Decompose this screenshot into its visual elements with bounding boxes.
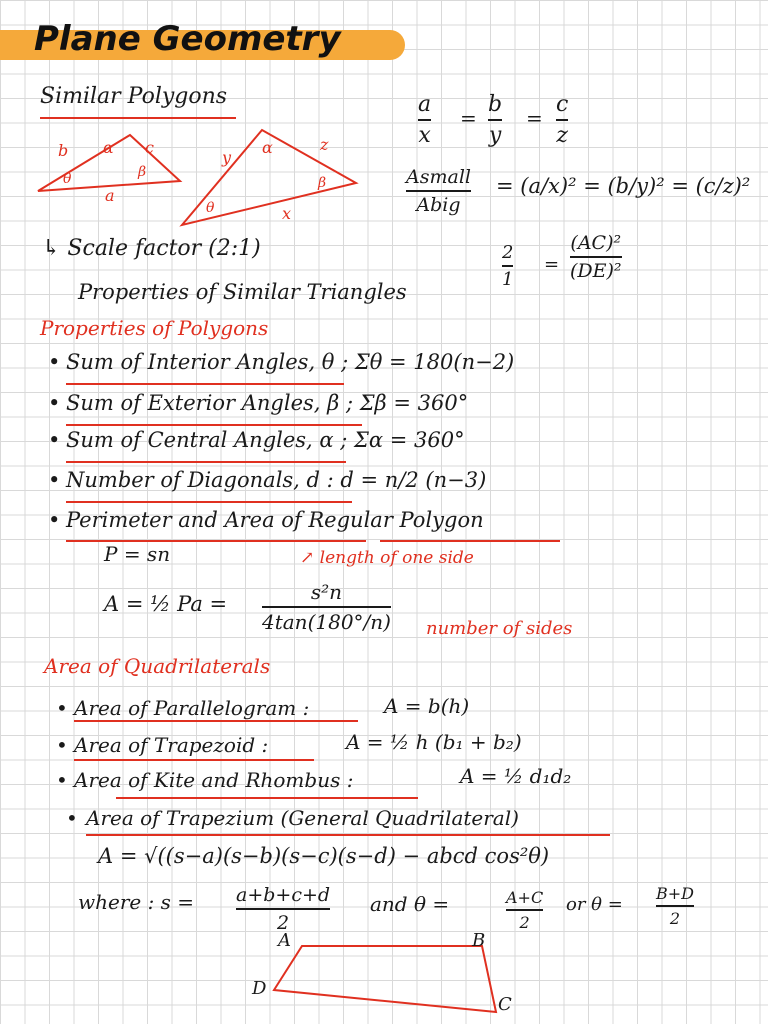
underline [116, 797, 418, 799]
ratio-y: y [488, 123, 502, 148]
properties-polygons-heading: Properties of Polygons [40, 316, 269, 340]
underline [380, 540, 560, 542]
ratio-equals-1: = [460, 106, 477, 130]
note-number-sides: number of sides [426, 618, 573, 639]
ratio-z: z [556, 123, 568, 148]
area-regular-den: 4tan(180°/n) [262, 610, 391, 634]
quad-trapezium: Area of Trapezium (General Quadrilateral) [86, 806, 519, 830]
sides-squared-num: (AC)² [570, 232, 622, 254]
bullet-dot: • [48, 508, 61, 532]
underline [74, 720, 358, 722]
area-regular-num: s²n [310, 580, 343, 604]
small-angle-alpha: α [103, 138, 114, 157]
sides-squared-fraction [570, 232, 622, 282]
prop-interior-angles: Sum of Interior Angles, θ ; Σθ = 180(n−2) [66, 350, 515, 374]
sides-squared-den: (DE)² [570, 260, 622, 282]
big-angle-theta: θ [206, 200, 215, 216]
theta2-fraction [656, 884, 694, 928]
similar-polygons-underline [40, 117, 236, 119]
fraction-bar [236, 908, 330, 910]
ratio-x: x [418, 123, 431, 148]
quad-trapezoid-formula: A = ½ h (b₁ + b₂) [346, 730, 522, 754]
fraction-bar [488, 119, 502, 121]
bullet-dot: • [56, 733, 68, 757]
theta1-den: 2 [519, 913, 530, 932]
vertex-d: D [252, 978, 267, 999]
theta2-num: B+D [656, 884, 694, 903]
where-s-label: where : s = [78, 890, 195, 914]
area-ratio-fraction [406, 166, 471, 216]
big-angle-alpha: α [262, 138, 273, 157]
note-length-side: ↗ length of one side [300, 548, 474, 568]
page-title: Plane Geometry [34, 19, 341, 59]
scale-num: 2 [502, 242, 514, 263]
quad-kite-rhombus: Area of Kite and Rhombus : [74, 768, 354, 792]
fraction-bar [570, 256, 622, 258]
fraction-bar [418, 119, 431, 121]
big-side-z: z [320, 135, 329, 154]
underline [66, 383, 344, 385]
small-side-c: c [145, 138, 154, 157]
or-theta-label: or θ = [566, 894, 623, 915]
ratio-c-over-z [556, 92, 568, 148]
fraction-bar [262, 606, 391, 608]
quadrilaterals-heading: Area of Quadrilaterals [44, 654, 271, 678]
properties-similar-triangles: Properties of Similar Triangles [78, 280, 407, 304]
similar-polygons-heading: Similar Polygons [40, 84, 228, 109]
ratio-b-over-y [488, 92, 502, 148]
area-regular-lhs: A = ½ Pa = [104, 592, 228, 616]
scale-factor: ↳ Scale factor (2:1) [42, 236, 261, 261]
ratio-a: a [418, 92, 432, 117]
bullet-dot: • [48, 350, 61, 374]
vertex-b: B [472, 930, 486, 951]
area-big: Abig [416, 194, 461, 216]
area-small: Asmall [406, 166, 471, 188]
fraction-bar [502, 265, 513, 267]
theta1-fraction [506, 888, 543, 932]
small-side-b: b [58, 141, 69, 160]
scale-den: 1 [502, 269, 514, 290]
underline [66, 501, 352, 503]
bullet-dot: • [56, 696, 68, 720]
ratio-a-over-x [418, 92, 431, 148]
ratio-equals-2: = [526, 106, 543, 130]
quadrilateral-abcd [274, 946, 496, 1012]
bullet-dot: • [66, 806, 78, 830]
prop-regular-polygon: Perimeter and Area of Regular Polygon [66, 508, 484, 532]
ratio-b: b [488, 92, 503, 117]
s-den: 2 [276, 912, 290, 934]
big-angle-beta: β [318, 175, 327, 191]
small-angle-theta: θ [63, 171, 72, 187]
fraction-bar [406, 190, 471, 192]
vertex-c: C [498, 994, 512, 1015]
fraction-bar [656, 905, 694, 907]
bullet-dot: • [48, 391, 61, 415]
small-angle-beta: β [138, 164, 147, 180]
bullet-dot: • [56, 768, 68, 792]
area-regular-fraction [262, 580, 391, 634]
theta2-den: 2 [669, 909, 681, 928]
underline [86, 834, 610, 836]
s-num: a+b+c+d [236, 884, 331, 906]
prop-central-angles: Sum of Central Angles, α ; Σα = 360° [66, 428, 465, 452]
prop-exterior-angles: Sum of Exterior Angles, β ; Σβ = 360° [66, 391, 469, 415]
quad-trapezoid: Area of Trapezoid : [74, 733, 269, 757]
vertex-a: A [278, 930, 291, 951]
bullet-dot: • [48, 468, 61, 492]
small-side-a: a [105, 186, 115, 205]
s-fraction [236, 884, 330, 934]
fraction-bar [556, 119, 568, 121]
scale-equals: = [544, 254, 560, 275]
prop-diagonals: Number of Diagonals, d : d = n/2 (n−3) [66, 468, 487, 492]
quad-parallelogram-formula: A = b(h) [384, 694, 470, 718]
quad-general-formula: A = √((s−a)(s−b)(s−c)(s−d) − abcd cos²θ) [98, 844, 550, 868]
scale-ratio-fraction [502, 242, 513, 290]
quad-parallelogram: Area of Parallelogram : [74, 696, 310, 720]
and-theta-label: and θ = [370, 892, 450, 916]
underline [66, 424, 362, 426]
big-side-x: x [282, 204, 292, 223]
area-ratio-rhs: = (a/x)² = (b/y)² = (c/z)² [496, 174, 751, 198]
quadrilateral-figure [260, 938, 500, 1018]
perimeter-formula: P = sn [104, 542, 171, 566]
big-side-y: y [222, 148, 232, 167]
underline [74, 759, 314, 761]
quad-kite-formula: A = ½ d₁d₂ [460, 764, 572, 788]
fraction-bar [506, 909, 543, 911]
theta1-num: A+C [506, 888, 544, 907]
ratio-c: c [556, 92, 569, 117]
bullet-dot: • [48, 428, 61, 452]
underline [66, 461, 346, 463]
